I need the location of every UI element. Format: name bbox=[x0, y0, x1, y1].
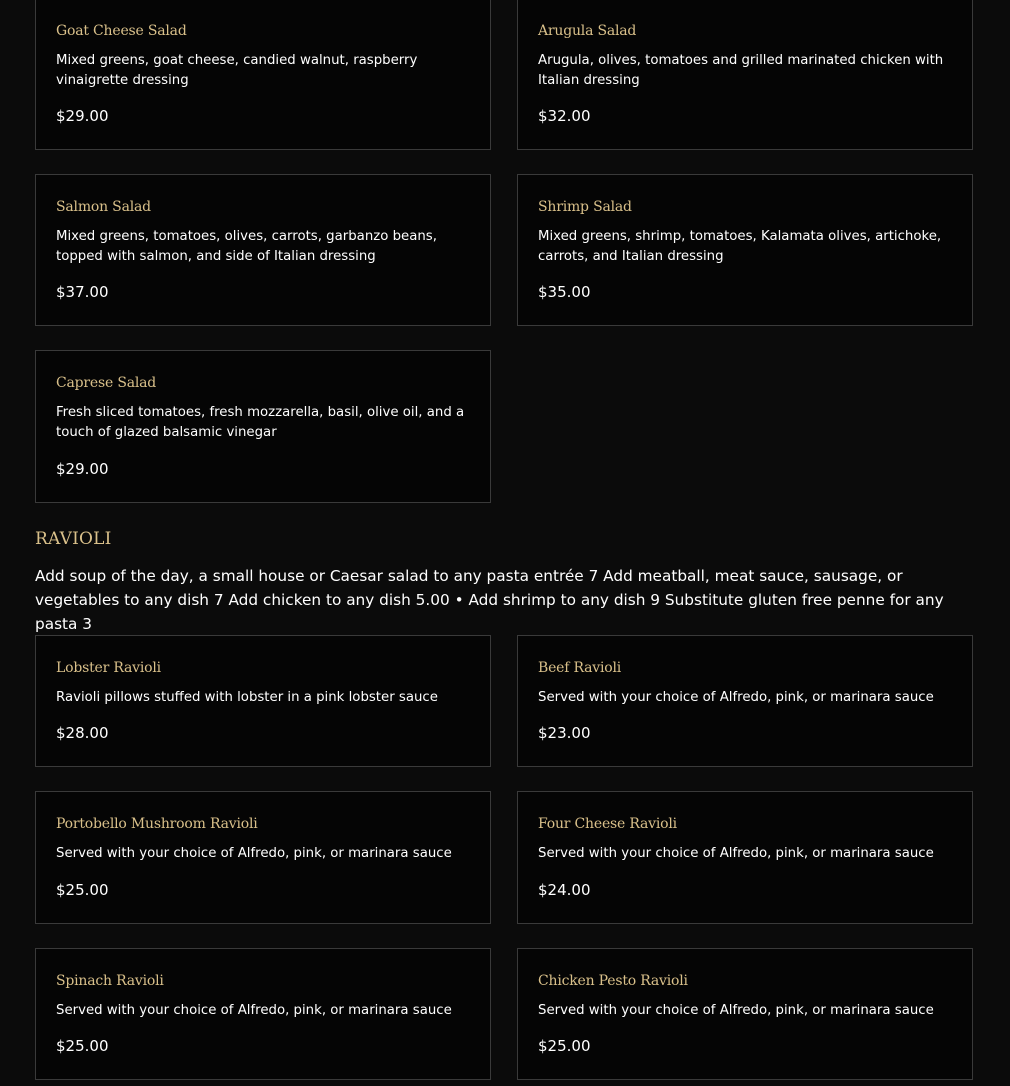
menu-item-description: Served with your choice of Alfredo, pink, or marinara sauce bbox=[56, 846, 452, 861]
menu-item-card bbox=[517, 791, 973, 924]
menu-item-price: $37.00 bbox=[56, 283, 109, 301]
menu-item-card bbox=[517, 0, 973, 150]
menu-item-description: Served with your choice of Alfredo, pink, or marinara sauce bbox=[538, 690, 934, 705]
menu-item-description: Arugula, olives, tomatoes and grilled marinated chicken with Italian dressing bbox=[538, 53, 944, 88]
menu-item-card bbox=[35, 0, 491, 150]
menu-item-price: $29.00 bbox=[56, 460, 109, 478]
menu-item-card bbox=[35, 791, 491, 924]
menu-item-price: $35.00 bbox=[538, 283, 591, 301]
section-title: RAVIOLI bbox=[35, 529, 112, 549]
menu-item-name: Shrimp Salad bbox=[538, 199, 632, 215]
menu-item-description: Mixed greens, tomatoes, olives, carrots, garbanzo beans, topped with salmon, and side of Italian dressing bbox=[56, 229, 437, 264]
menu-item-description: Fresh sliced tomatoes, fresh mozzarella, basil, olive oil, and a touch of glazed balsamic vinegar bbox=[56, 405, 465, 440]
menu-item-price: $25.00 bbox=[538, 1037, 591, 1055]
menu-item-price: $28.00 bbox=[56, 724, 109, 742]
menu-item-description: Mixed greens, shrimp, tomatoes, Kalamata olives, artichoke, carrots, and Italian dressing bbox=[538, 229, 942, 264]
menu-item-name: Arugula Salad bbox=[538, 23, 637, 39]
menu-item-name: Salmon Salad bbox=[56, 199, 151, 215]
menu-item-card bbox=[35, 350, 491, 503]
menu-item-card bbox=[517, 174, 973, 326]
section-note: Add soup of the day, a small house or Caesar salad to any pasta entrée 7 Add meatball, meat sauce, sausage, or vegetables to any dish 7 Add chicken to any dish 5.00 • Add shrimp to any dish 9 Substitute gluten free penne for any pasta 3 bbox=[35, 567, 944, 633]
menu-item-description: Served with your choice of Alfredo, pink, or marinara sauce bbox=[538, 846, 934, 861]
menu-item-price: $24.00 bbox=[538, 881, 591, 899]
menu-item-name: Caprese Salad bbox=[56, 375, 157, 391]
menu-item-name: Chicken Pesto Ravioli bbox=[538, 973, 688, 989]
menu-item-name: Four Cheese Ravioli bbox=[538, 816, 677, 832]
menu-item-name: Portobello Mushroom Ravioli bbox=[56, 816, 258, 832]
menu-item-card bbox=[35, 635, 491, 767]
menu-item-card bbox=[35, 174, 491, 326]
menu-item-price: $23.00 bbox=[538, 724, 591, 742]
menu-item-description: Ravioli pillows stuffed with lobster in a pink lobster sauce bbox=[56, 690, 438, 705]
menu-item-description: Served with your choice of Alfredo, pink, or marinara sauce bbox=[538, 1003, 934, 1018]
menu-item-price: $25.00 bbox=[56, 1037, 109, 1055]
menu-item-name: Lobster Ravioli bbox=[56, 660, 161, 676]
menu-item-price: $29.00 bbox=[56, 107, 109, 125]
menu-item-card bbox=[35, 948, 491, 1080]
menu-item-name: Spinach Ravioli bbox=[56, 973, 164, 989]
menu-item-card bbox=[517, 635, 973, 767]
menu-item-name: Beef Ravioli bbox=[538, 660, 622, 676]
menu-item-description: Mixed greens, goat cheese, candied walnut, raspberry vinaigrette dressing bbox=[56, 53, 418, 88]
menu-item-description: Served with your choice of Alfredo, pink, or marinara sauce bbox=[56, 1003, 452, 1018]
menu-item-price: $25.00 bbox=[56, 881, 109, 899]
menu-item-card bbox=[517, 948, 973, 1080]
menu-item-name: Goat Cheese Salad bbox=[56, 23, 187, 39]
menu-item-price: $32.00 bbox=[538, 107, 591, 125]
